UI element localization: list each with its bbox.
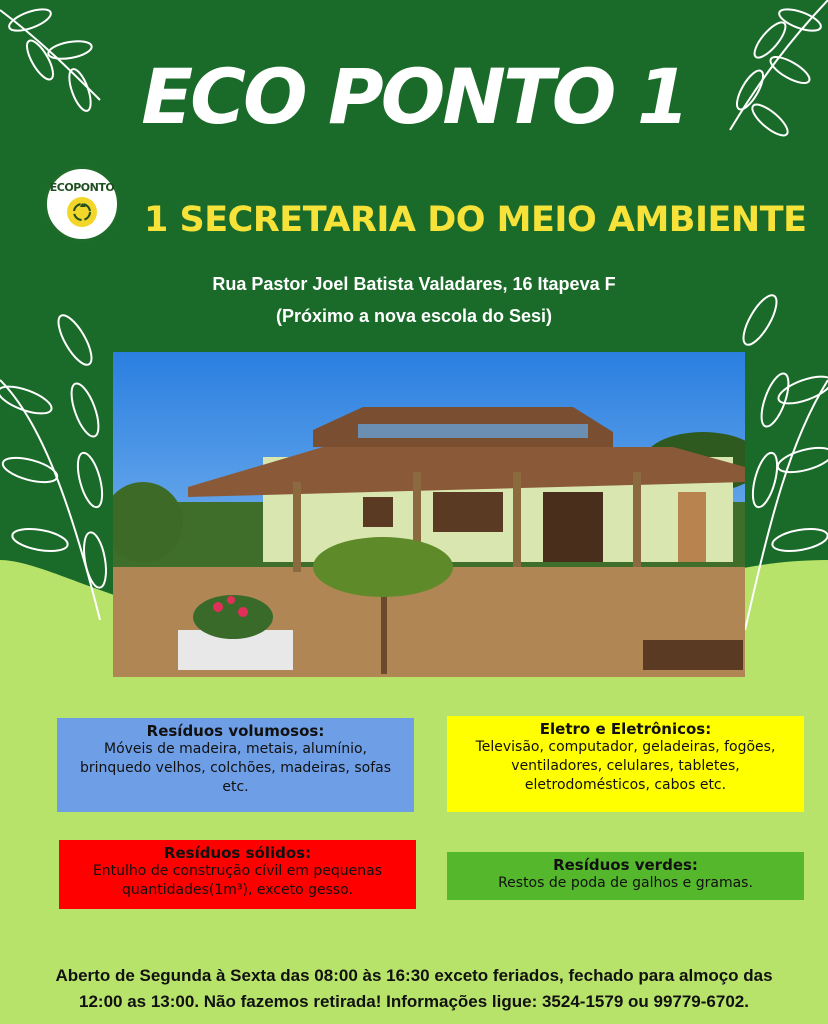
category-title: Resíduos sólidos:	[163, 844, 312, 862]
category-line: ventiladores, celulares, tabletes,	[511, 758, 740, 774]
category-green-waste	[447, 852, 804, 900]
recycle-icon	[67, 197, 97, 227]
category-solid-waste	[59, 840, 416, 909]
category-line: Entulho de construção cívil em pequenas	[92, 863, 383, 879]
category-electronics	[447, 716, 804, 812]
category-title: Resíduos verdes:	[553, 856, 698, 874]
address-note: (Próximo a nova escola do Sesi)	[275, 306, 553, 326]
category-bulky-waste	[57, 718, 414, 812]
category-line: Televisão, computador, geladeiras, fogões,	[475, 739, 776, 755]
page-title: ECO PONTO 1	[141, 52, 687, 141]
category-title: Eletro e Eletrônicos:	[539, 720, 712, 738]
address-line: Rua Pastor Joel Batista Valadares, 16 Itapeva F	[212, 274, 616, 294]
contact-info: 12:00 as 13:00. Não fazemos retirada! Informações ligue: 3524-1579 ou 99779-6702.	[79, 992, 749, 1011]
category-line: Restos de poda de galhos e gramas.	[498, 875, 753, 891]
category-title: Resíduos volumosos:	[146, 722, 325, 740]
building-photo	[113, 352, 745, 677]
category-line: eletrodomésticos, cabos etc.	[524, 777, 727, 793]
category-line: Móveis de madeira, metais, alumínio,	[103, 741, 368, 757]
category-line: quantidades(1m³), exceto gesso.	[122, 882, 353, 898]
category-line: brinquedo velhos, colchões, madeiras, sofas	[80, 760, 391, 776]
category-line: etc.	[222, 779, 249, 795]
subtitle: 1 SECRETARIA DO MEIO AMBIENTE	[144, 200, 807, 240]
ecoponto-logo	[44, 166, 120, 242]
opening-hours: Aberto de Segunda à Sexta das 08:00 às 16:30 exceto feriados, fechado para almoço das	[55, 966, 773, 985]
logo-text: ECOPONTO	[49, 181, 115, 194]
